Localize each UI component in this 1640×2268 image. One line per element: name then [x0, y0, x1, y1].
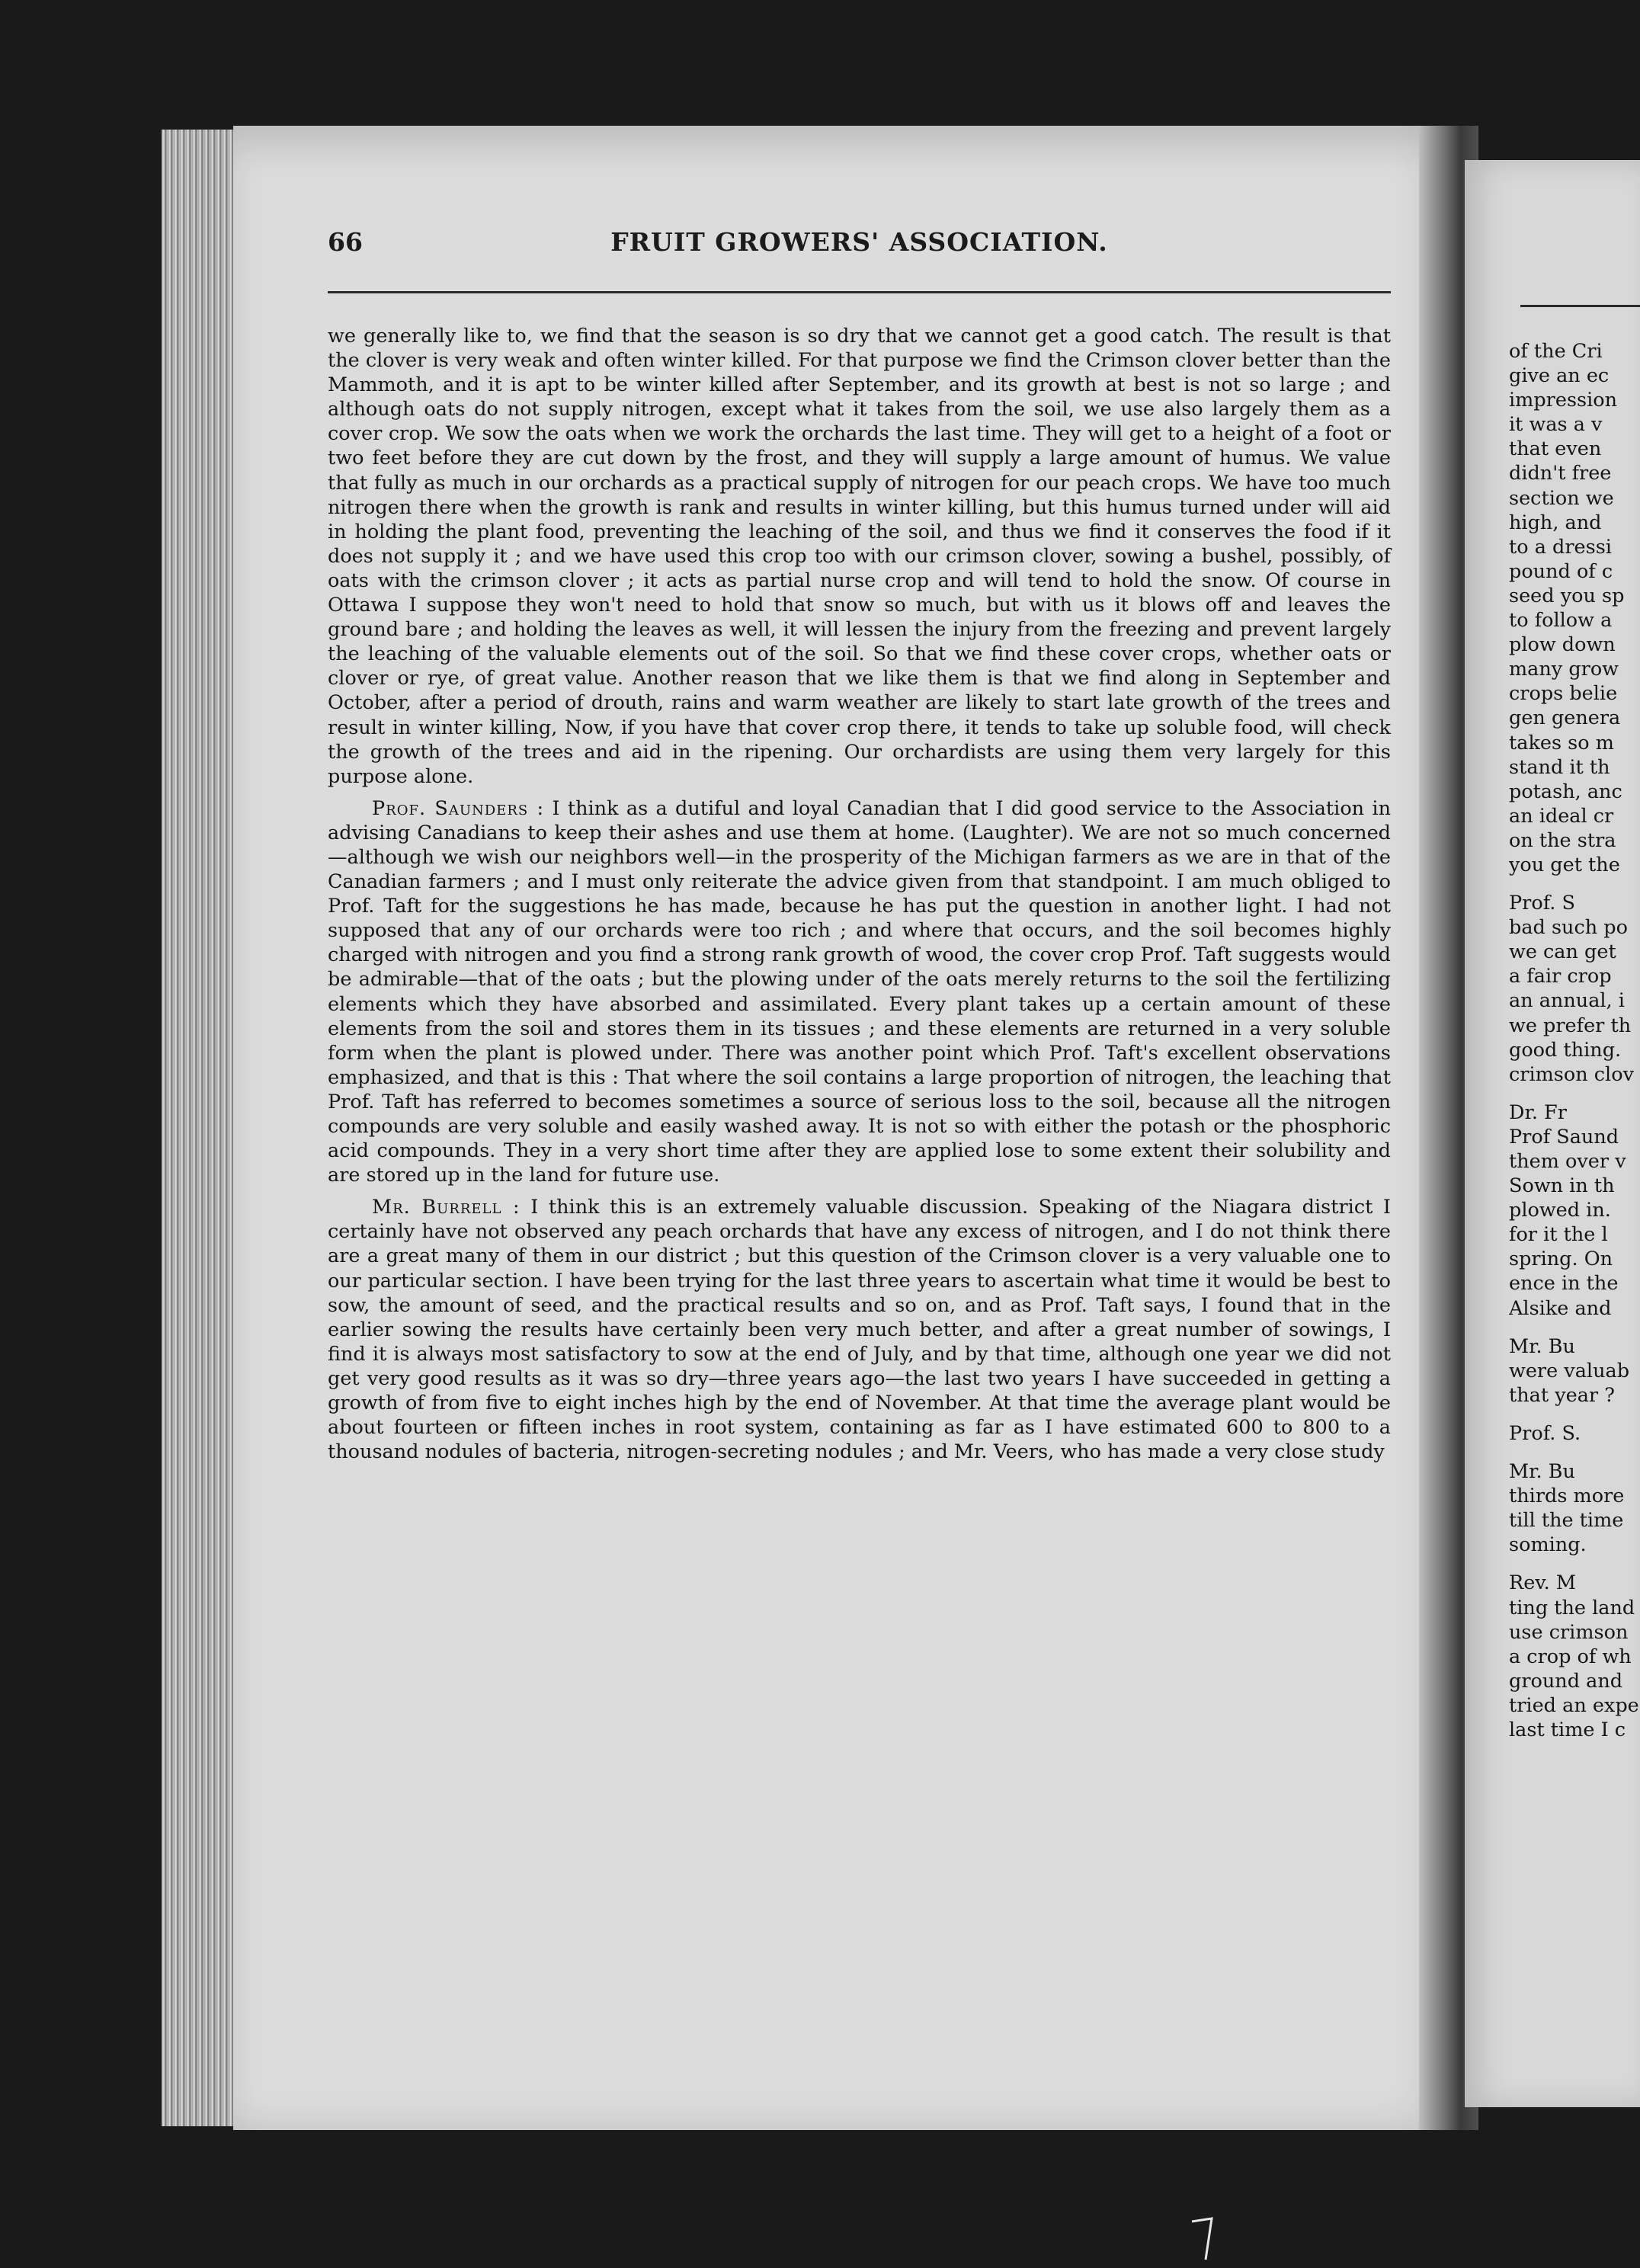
paragraph-2 [328, 796, 1391, 1188]
left-page-body [328, 324, 1391, 1472]
right-page-line: of the Cri [1509, 340, 1603, 363]
page-header [328, 227, 1391, 267]
right-page-line: Rev. M [1509, 1571, 1576, 1595]
right-page-line: spring. On [1509, 1248, 1613, 1271]
right-page-line: Prof Saund [1509, 1125, 1619, 1148]
right-page-line: Dr. Fr [1509, 1100, 1567, 1124]
right-page-line: use crimson [1509, 1620, 1629, 1644]
right-page-line: Prof. S. [1509, 1421, 1581, 1445]
speaker-burrell: Mr. Burrell : [372, 1196, 521, 1219]
right-page-line: on the stra [1509, 828, 1616, 852]
right-page-line: Alsike and [1509, 1296, 1612, 1320]
right-page-line: soming. [1509, 1533, 1587, 1557]
paragraph-3-text: I think this is an extremely valuable discussion. Speaking of the Niagara district I certainly have not observed any peach orchards that have any excess of nitrogen, and I do not think there are a great many of them in our district ; but this question of the Crimson clover is a very valuable one to our particular section. I have been trying for the last three years to ascertain what time it would be best to sow, the amount of seed, and the practical results and so on, and as Prof. Taft says, I found that in the earlier sowing the results have certainly been very much better, and after a great number of sowings, I find it is always most satisfactory to sow at the end of July, and by that time, although one year we did not get very good results as it was so dry—three years ago—the last two years I have succeeded in getting a growth of from five to eight inches high by the end of November. At that time the average plant would be about fourteen or fifteen inches in root system, containing as far as I have estimated 600 to 800 to a thousand nodules of bacteria, nitrogen-secreting nodules ; and Mr. Veers, who has made a very close study [328, 1196, 1392, 1464]
header-rule [328, 291, 1391, 293]
right-page-line: a fair crop [1509, 965, 1612, 988]
right-page-line: Mr. Bu [1509, 1334, 1575, 1358]
right-page-line: it was a v [1509, 413, 1603, 437]
right-page-line: you get the [1509, 853, 1620, 876]
right-page-line: tried an expe [1509, 1693, 1639, 1717]
right-page-line: for it the l [1509, 1223, 1608, 1247]
paragraph-1: we generally like to, we find that the season is so dry that we cannot get a good catch. The result is that the clover is very weak and often winter killed. For that purpose we find the Crimson clover better than the Mammoth, and it is apt to be winter killed after September, and its growth at best is not so large ; and although oats do not supply nitrogen, except what it takes from the soil, we use also largely them as a cover crop. We sow the oats when we work the orchards the last time. They will get to a height of a foot or two feet before they are cut down by the frost, and they will supply a large amount of humus. We value that fully as much in our orchards as a practical supply of nitrogen for our peach crops. We have too much nitrogen there when the growth is rank and results in winter killing, but this humus turned under will aid in holding the plant food, preventing the leaching of the soil, and thus we find it conserves the food if it does not supply it ; and we have used this crop too with our crimson clover, sowing a bushel, possibly, of oats with the crimson clover ; it acts as partial nurse crop and will tend to hold the snow. Of course in Ottawa I suppose they won't need to hold that snow so much, but with us it blows off and leaves the ground bare ; and holding the leaves as well, it will lessen the injury from the freezing and prevent largely the leaching of the valuable elements out of the soil. So that we find these cover crops, whether oats or clover or rye, of great value. Another reason that we like them is that we find along in September and October, after a period of drouth, rains and warm weather are likely to start late growth of the trees and result in winter killing, Now, if you have that cover crop there, it tends to take up soluble food, will check the growth of the trees and aid in the ripening. Our orchardists are using them very largely for this purpose alone. [328, 325, 1391, 788]
right-page-line: Prof. S [1509, 892, 1575, 915]
right-page-line: section we [1509, 486, 1614, 510]
right-page-fragments [1509, 339, 1640, 1742]
right-page-line: we prefer th [1509, 1014, 1632, 1037]
right-page-line: last time I c [1509, 1718, 1626, 1741]
right-page-line: ting the land [1509, 1596, 1635, 1619]
paragraph-2-text: I think as a dutiful and loyal Canadian that I did good service to the Association in advising Canadians to keep their ashes and use them at home. (Laughter). We are not so much concerned—although we wish our neighbors well—in the prosperity of the Michigan farmers as we are in that of the Canadian farmers ; and I must only reiterate the advice given from that standpoint. I am much obliged to Prof. Taft for the suggestions he has made, because he has put the question in another light. I had not supposed that any of our orchards were too rich ; and where that occurs, and the soil becomes highly charged with nitrogen and you find a strong rank growth of wood, the cover crop Prof. Taft suggests would be admirable—that of the oats ; but the plowing under of the oats merely returns to the soil the fertilizing elements which they have absorbed and assimilated. Every plant takes up a certain amount of these elements from the soil and stores them in its tissues ; and these elements are returned in a very soluble form when the plant is plowed under. There was another point which Prof. Taft's excellent observations emphasized, and that is this : That where the soil contains a large proportion of nitrogen, the leaching that Prof. Taft has referred to becomes sometimes a source of serious loss to the soil, because all the nitrogen compounds are very soluble and easily washed away. It is not so with either the potash or the phosphoric acid compounds. They in a very short time after they are applied lose to some extent their solubility and are stored up in the land for future use. [328, 796, 1391, 1187]
right-page-line: crimson clov [1509, 1062, 1634, 1086]
scan-mark [1189, 2214, 1219, 2267]
right-page-line: plowed in. [1509, 1199, 1611, 1222]
right-page-line: gen genera [1509, 706, 1621, 730]
right-page-line: didn't free [1509, 462, 1612, 485]
right-page-line: give an ec [1509, 364, 1610, 388]
right-page-line: a crop of wh [1509, 1645, 1632, 1668]
right-page-line: seed you sp [1509, 584, 1625, 607]
running-head: FRUIT GROWERS' ASSOCIATION. [610, 227, 1108, 257]
right-page-line: them over v [1509, 1150, 1626, 1173]
right-page-line: ground and [1509, 1669, 1623, 1693]
right-page-line: good thing. [1509, 1038, 1622, 1062]
right-page-line: crops belie [1509, 682, 1618, 706]
right-page-line: an annual, i [1509, 989, 1625, 1013]
right-page-line: bad such po [1509, 916, 1628, 940]
right-page-line: impression [1509, 389, 1618, 412]
right-page-line: that year ? [1509, 1383, 1615, 1407]
right-page-rule [1520, 305, 1640, 307]
right-page-line: stand it th [1509, 755, 1610, 779]
right-page-line: we can get [1509, 940, 1616, 964]
book-spine-edge [162, 130, 238, 2126]
paragraph-3 [328, 1195, 1391, 1464]
right-page-line: to follow a [1509, 609, 1613, 633]
right-page-line: pound of c [1509, 559, 1613, 583]
right-page-line: Mr. Bu [1509, 1460, 1575, 1484]
speaker-saunders: Prof. Saunders : [372, 796, 545, 820]
right-page-line: thirds more [1509, 1485, 1625, 1508]
right-page-line: ence in the [1509, 1272, 1619, 1296]
right-page-line: till the time [1509, 1509, 1624, 1533]
right-page-line: many grow [1509, 658, 1619, 681]
right-page-line: that even [1509, 437, 1602, 461]
right-page-line: Sown in th [1509, 1174, 1615, 1198]
right-page-line: takes so m [1509, 731, 1614, 754]
right-page-line: were valuab [1509, 1359, 1630, 1382]
right-page-line: to a dressi [1509, 535, 1612, 559]
right-page-line: an ideal cr [1509, 804, 1614, 828]
right-page-line: high, and [1509, 511, 1602, 534]
page-number: 66 [328, 227, 363, 257]
right-page-line: plow down [1509, 633, 1616, 657]
right-page-line: potash, anc [1509, 780, 1622, 803]
